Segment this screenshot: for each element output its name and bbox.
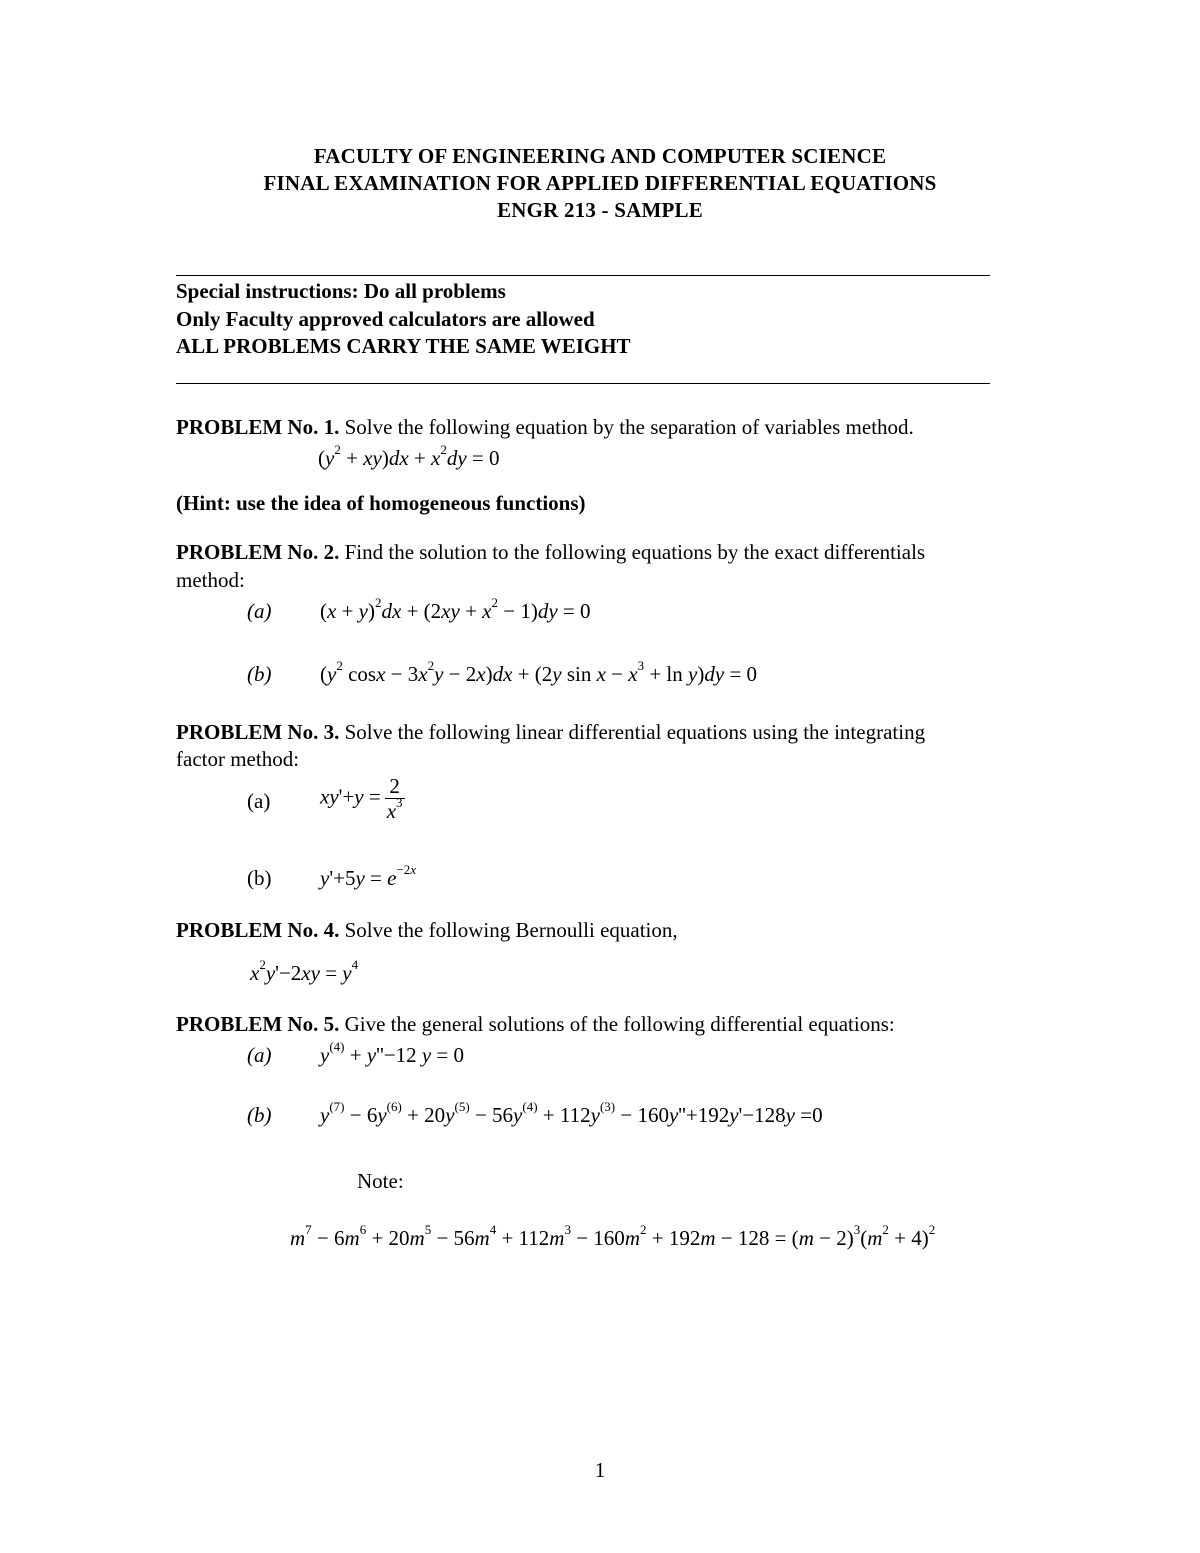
problem-5-label: PROBLEM No. 5.	[176, 1012, 340, 1036]
weight-instructions: ALL PROBLEMS CARRY THE SAME WEIGHT	[176, 334, 631, 358]
problem-2a-label: (a)	[247, 599, 272, 623]
problem-2-text: Find the solution to the following equations by the exact differentials	[344, 540, 926, 564]
problem-5-statement	[176, 1012, 895, 1037]
exam-faculty-heading: FACULTY OF ENGINEERING AND COMPUTER SCIENCE	[313, 144, 887, 168]
exam-title-heading: FINAL EXAMINATION FOR APPLIED DIFFERENTIAL EQUATIONS	[263, 171, 937, 195]
problem-5b-equation: $y^{(7)} - 6y^{(6)} + 20y^{(5)} - 56y^{(4)} + 112y^{(3)} - 160y''+192y'-128y =0$	[320, 1099, 823, 1127]
special-instructions: Special instructions: Do all problems	[176, 279, 506, 303]
problem-2a-equation: $(x + y)^2dx + (2xy + x^2 - 1)dy = 0$	[320, 595, 591, 623]
problem-5-note-equation: $m^7 - 6m^6 + 20m^5 - 56m^4 + 112m^3 - 160m^2 + 192m - 128 = (m - 2)^3(m^2 + 4)^2$	[290, 1222, 936, 1250]
problem-1-hint: (Hint: use the idea of homogeneous functions)	[176, 491, 586, 515]
problem-5b-label: (b)	[247, 1103, 272, 1127]
problem-5-note-label: Note:	[357, 1169, 404, 1193]
problem-1-label: PROBLEM No. 1.	[176, 415, 340, 439]
problem-3b-equation: $y'+5y = e^{-2x}$	[320, 862, 417, 890]
problem-3a-equation: xy'+y = $\frac{2}{x^3}$	[320, 774, 403, 823]
problem-4-statement	[176, 918, 678, 943]
problem-2-text-cont: method:	[176, 568, 245, 592]
problem-4-text: Solve the following Bernoulli equation,	[344, 918, 678, 942]
problem-4-label: PROBLEM No. 4.	[176, 918, 340, 942]
problem-1-text: Solve the following equation by the separation of variables method.	[344, 415, 914, 439]
course-code-heading: ENGR 213 - SAMPLE	[497, 198, 703, 222]
page-number: 1	[594, 1458, 606, 1482]
problem-2b-label: (b)	[247, 662, 272, 686]
problem-1-equation: $(y^2 + xy)dx + x^2dy = 0$	[318, 442, 500, 470]
problem-3a-label: (a)	[247, 789, 271, 813]
problem-1-statement	[176, 415, 914, 440]
problem-3-text-cont: factor method:	[176, 747, 300, 771]
problem-5a-equation: $y^{(4)} + y''-12$ y = 0	[320, 1039, 465, 1067]
problem-5-text: Give the general solutions of the following differential equations:	[344, 1012, 895, 1036]
problem-3-statement	[176, 720, 925, 745]
bottom-divider	[176, 383, 990, 384]
problem-2-statement	[176, 540, 925, 565]
problem-2b-equation: ($y^2$ $\cos x - 3x^2y - 2x)dx + (2y$ $\sin x - x^3 + \ln y)dy = 0$	[320, 658, 758, 686]
problem-5a-label: (a)	[247, 1043, 272, 1067]
problem-4-equation: $x^2y'-2xy = y^4$	[250, 957, 359, 985]
problem-3b-label: (b)	[247, 866, 272, 890]
problem-2-label: PROBLEM No. 2.	[176, 540, 340, 564]
top-divider	[176, 275, 990, 276]
problem-3-text: Solve the following linear differential equations using the integrating	[344, 720, 926, 744]
calculator-instructions: Only Faculty approved calculators are allowed	[176, 307, 595, 331]
problem-3-label: PROBLEM No. 3.	[176, 720, 340, 744]
